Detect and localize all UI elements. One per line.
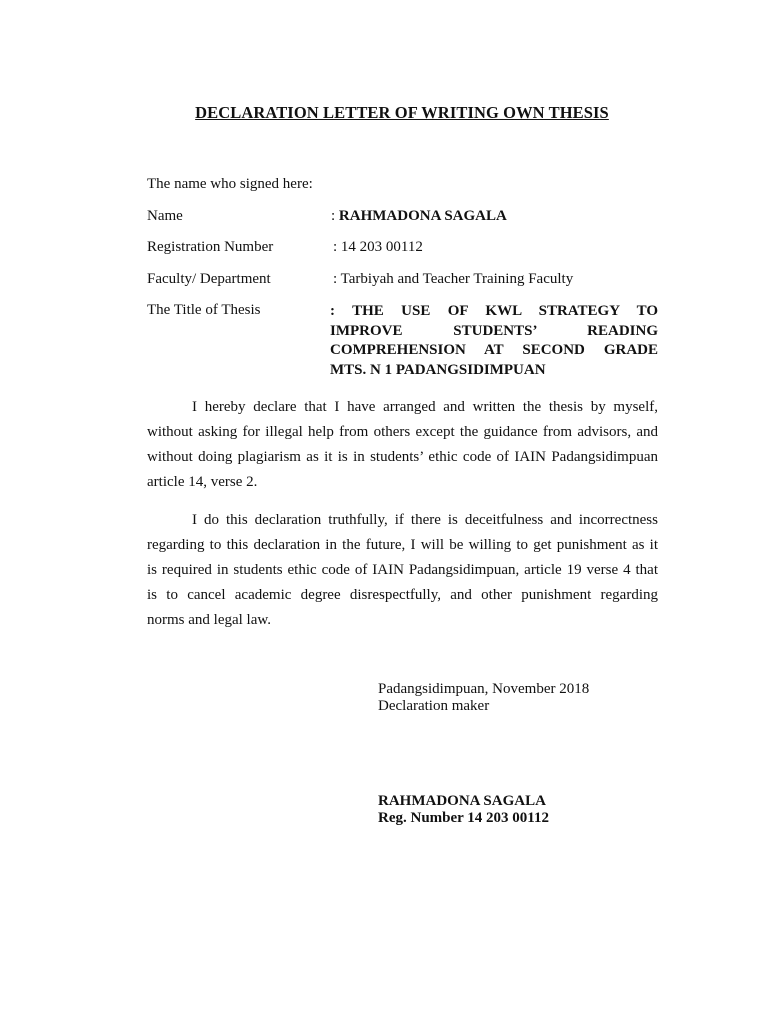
signature-place-date: Padangsidimpuan, November 2018	[378, 681, 590, 697]
paragraph-line: I do this declaration truthfully, if there is deceitfulness and incorrectness	[192, 512, 658, 528]
paragraph-line: without asking for illegal help from others except the guidance from advisors, and	[147, 424, 658, 440]
paragraph-line: I hereby declare that I have arranged and written the thesis by myself,	[192, 399, 658, 415]
signature-reg-number: Reg. Number 14 203 00112	[378, 810, 549, 826]
paragraph-line: is required in students ethic code of IAIN Padangsidimpuan, article 19 verse 4 that	[147, 562, 658, 578]
field-faculty-value: : Tarbiyah and Teacher Training Faculty	[333, 271, 574, 287]
signature-name-block	[378, 793, 549, 827]
field-thesis-title-value	[330, 302, 658, 380]
paragraph-line: norms and legal law.	[147, 612, 271, 628]
field-name-text: RAHMADONA SAGALA	[338, 208, 507, 224]
declaration-paragraph-2	[147, 508, 658, 633]
field-registration-value: : 14 203 00112	[333, 239, 423, 255]
field-registration-label: Registration Number	[147, 239, 274, 255]
paragraph-line: without doing plagiarism as it is in students’ ethic code of IAIN Padangsidimpuan	[147, 449, 658, 465]
paragraph-line: regarding to this declaration in the future, I will be willing to get punishment as it	[147, 537, 658, 553]
field-thesis-title-label: The Title of Thesis	[147, 302, 261, 318]
signature-name: RAHMADONA SAGALA	[378, 793, 546, 809]
field-name-label: Name	[147, 208, 183, 224]
thesis-title-line: MTS. N 1 PADANGSIDIMPUAN	[330, 361, 546, 378]
thesis-title-line: : THE USE OF KWL STRATEGY TO	[330, 303, 658, 319]
field-name-colon: :	[331, 208, 339, 224]
intro-text: The name who signed here:	[147, 176, 313, 192]
thesis-title-line: IMPROVE STUDENTS’ READING	[330, 322, 658, 339]
thesis-title-line: COMPREHENSION AT SECOND GRADE	[330, 342, 658, 358]
paragraph-line: is to cancel academic degree disrespectfully, and other punishment regarding	[147, 587, 658, 603]
document-title: DECLARATION LETTER OF WRITING OWN THESIS	[195, 103, 609, 122]
signature-place-date-block	[378, 681, 589, 715]
declaration-paragraph-1	[147, 395, 658, 495]
paragraph-line: article 14, verse 2.	[147, 474, 258, 490]
signature-role: Declaration maker	[378, 698, 490, 714]
field-faculty-label: Faculty/ Department	[147, 271, 271, 287]
field-name-value	[331, 208, 507, 225]
